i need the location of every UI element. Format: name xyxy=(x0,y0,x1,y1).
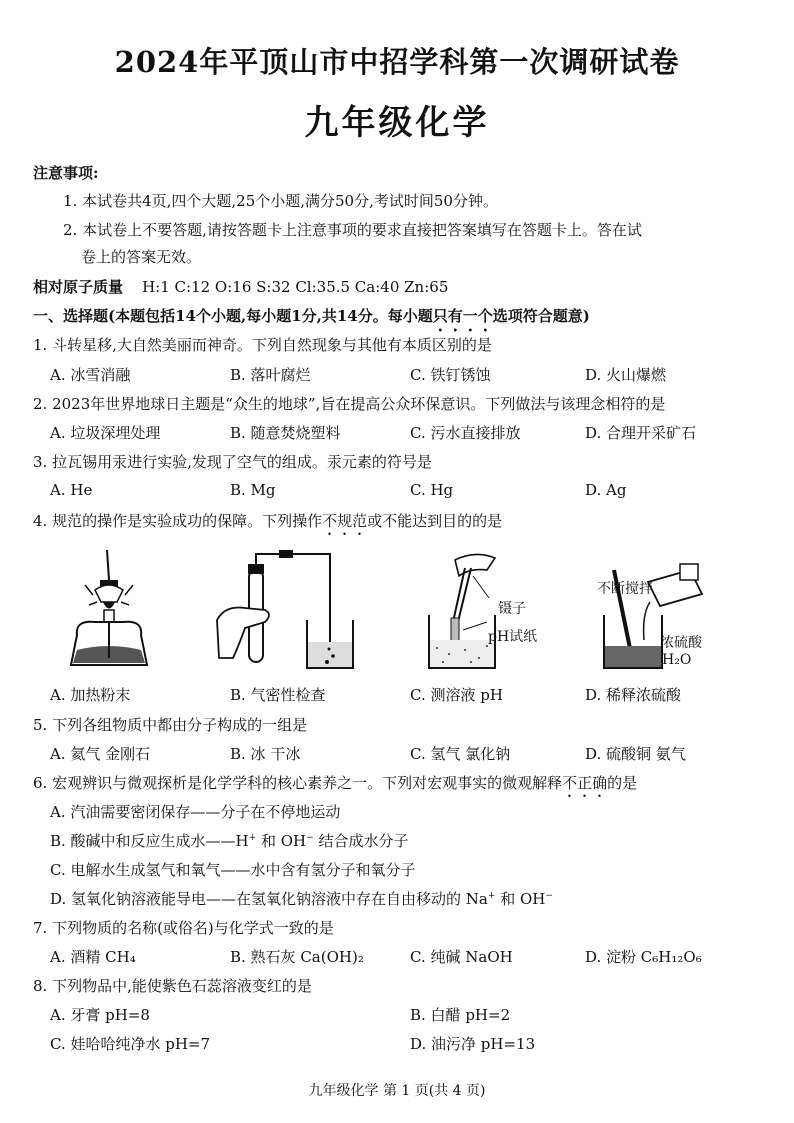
q5-stem: 5. 下列各组物质中都由分子构成的一组是 xyxy=(33,716,308,734)
q6-option-d-mid: 和 OH xyxy=(495,890,546,908)
fig-c-label-ph-paper: pH试纸 xyxy=(488,629,538,645)
q2-stem: 2. 2023年世界地球日主题是“众生的地球”,旨在提高公众环保意识。下列做法与该理念相符的是 xyxy=(33,395,666,413)
q4-option-c: C. 测溶液 pH xyxy=(410,686,503,704)
atomic-mass-label: 相对原子质量 xyxy=(33,278,124,296)
q6-option-d-minus: − xyxy=(545,891,553,901)
notice-heading: 注意事项: xyxy=(33,164,99,182)
fig-airtightness-check xyxy=(215,550,365,675)
q3-option-a: A. He xyxy=(50,481,93,499)
section-1-heading-post: 选项符合题意) xyxy=(492,307,590,325)
q7-option-d: D. 淀粉 C₆H₁₂O₆ xyxy=(585,948,702,966)
q6-option-b-plus: + xyxy=(248,833,257,843)
q1-stem: 1. 斗转星移,大自然美丽而神奇。下列自然现象与其他有本质区别的是 xyxy=(33,336,492,354)
q7-option-c: C. 纯碱 NaOH xyxy=(410,948,513,966)
notice-item-2b: 卷上的答案无效。 xyxy=(81,248,202,266)
q6-option-a: A. 汽油需要密闭保存——分子在不停地运动 xyxy=(50,803,341,821)
q7-option-b: B. 熟石灰 Ca(OH)₂ xyxy=(230,948,364,966)
q6-stem-post: 的是 xyxy=(607,774,638,792)
q5-option-a: A. 氦气 金刚石 xyxy=(50,745,151,763)
q4-option-b: B. 气密性检查 xyxy=(230,686,326,704)
q8-option-b: B. 白醋 pH=2 xyxy=(410,1006,511,1024)
q3-option-b: B. Mg xyxy=(230,481,276,499)
fig-c-label-tweezers: 镊子 xyxy=(498,601,526,617)
q3-option-d: D. Ag xyxy=(585,481,627,499)
q6-option-c: C. 电解水生成氢气和氧气——水中含有氢分子和氧分子 xyxy=(50,861,416,879)
q6-stem-emph: 不正确 xyxy=(562,774,608,792)
exam-subtitle: 九年级化学 xyxy=(304,103,490,143)
q2-option-d: D. 合理开采矿石 xyxy=(585,424,697,442)
q5-option-c: C. 氢气 氯化钠 xyxy=(410,745,511,763)
q4-option-d: D. 稀释浓硫酸 xyxy=(585,686,682,704)
q4-stem xyxy=(33,510,502,539)
atomic-mass-values: H:1 C:12 O:16 S:32 Cl:35.5 Ca:40 Zn:65 xyxy=(142,278,449,296)
fig-measure-ph xyxy=(425,550,545,675)
q4-stem-emph: 不规范 xyxy=(322,512,368,530)
q1-option-d: D. 火山爆燃 xyxy=(585,366,667,384)
q6-option-b-pre: B. 酸碱中和反应生成水——H xyxy=(50,832,249,850)
section-1-heading xyxy=(33,305,590,335)
q8-option-c: C. 娃哈哈纯净水 pH=7 xyxy=(50,1035,211,1053)
q3-option-c: C. Hg xyxy=(410,481,454,499)
fig-d-label-stir: 不断搅拌 xyxy=(597,581,653,597)
exam-title: 2024年平顶山市中招学科第一次调研试卷 xyxy=(114,45,680,79)
q5-option-b: B. 冰 干冰 xyxy=(230,745,301,763)
q1-option-c: C. 铁钉锈蚀 xyxy=(410,366,491,384)
q8-option-a: A. 牙膏 pH=8 xyxy=(50,1006,150,1024)
q6-stem xyxy=(33,772,637,801)
q3-stem: 3. 拉瓦锡用汞进行实验,发现了空气的组成。汞元素的符号是 xyxy=(33,453,432,471)
q1-option-a: A. 冰雪消融 xyxy=(50,366,131,384)
q7-stem: 7. 下列物质的名称(或俗名)与化学式一致的是 xyxy=(33,919,334,937)
page-footer: 九年级化学 第 1 页(共 4 页) xyxy=(308,1083,486,1099)
q1-option-b: B. 落叶腐烂 xyxy=(230,366,311,384)
section-1-heading-emph: 只有一个 xyxy=(432,307,493,325)
q4-stem-pre: 4. 规范的操作是实验成功的保障。下列操作 xyxy=(33,512,323,530)
q8-option-d: D. 油污净 pH=13 xyxy=(410,1035,536,1053)
q6-option-d xyxy=(50,888,553,909)
q6-stem-pre: 6. 宏观辨识与微观探析是化学学科的核心素养之一。下列对宏观事实的微观解释 xyxy=(33,774,563,792)
q2-option-a: A. 垃圾深埋处理 xyxy=(50,424,161,442)
notice-item-1: 1. 本试卷共4页,四个大题,25个小题,满分50分,考试时间50分钟。 xyxy=(63,192,498,210)
q4-stem-post: 或不能达到目的的是 xyxy=(367,512,503,530)
q6-option-b-minus: − xyxy=(306,833,314,843)
q6-option-d-plus: + xyxy=(487,891,496,901)
notice-item-2a: 2. 本试卷上不要答题,请按答题卡上注意事项的要求直接把答案填写在答题卡上。答在试 xyxy=(63,221,642,239)
fig-d-label-water: H₂O xyxy=(662,652,692,668)
fig-heating-powder xyxy=(55,550,165,675)
q2-option-b: B. 随意焚烧塑料 xyxy=(230,424,341,442)
q4-option-a: A. 加热粉末 xyxy=(50,686,131,704)
atomic-mass xyxy=(33,276,448,297)
q6-option-b-mid: 和 OH xyxy=(256,832,307,850)
q2-option-c: C. 污水直接排放 xyxy=(410,424,521,442)
q5-option-d: D. 硫酸铜 氨气 xyxy=(585,745,686,763)
q6-option-b xyxy=(50,830,408,851)
q6-option-b-post: 结合成水分子 xyxy=(313,832,409,850)
q8-stem: 8. 下列物品中,能使紫色石蕊溶液变红的是 xyxy=(33,977,312,995)
q6-option-d-pre: D. 氢氧化钠溶液能导电——在氢氧化钠溶液中存在自由移动的 Na xyxy=(50,890,488,908)
fig-d-label-acid: 浓硫酸 xyxy=(660,635,702,651)
section-1-heading-pre: 一、选择题(本题包括14个小题,每小题1分,共14分。每小题 xyxy=(33,307,433,325)
q7-option-a: A. 酒精 CH₄ xyxy=(50,948,136,966)
